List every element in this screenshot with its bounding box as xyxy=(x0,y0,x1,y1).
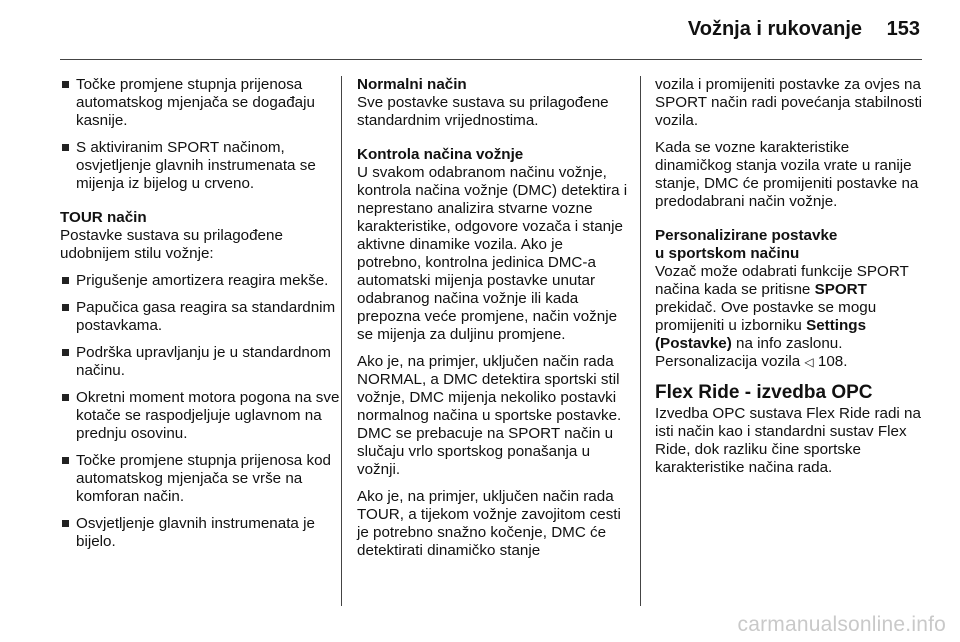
page-reference-icon: ◁ xyxy=(804,355,814,369)
section-heading-normal: Normalni način xyxy=(357,76,467,93)
watermark: carmanualsonline.info xyxy=(737,613,946,636)
section-heading-flex: Flex Ride - izvedba OPC xyxy=(655,382,873,403)
section-heading-tour: TOUR način xyxy=(60,209,147,226)
header-rule xyxy=(60,59,922,60)
column-left xyxy=(60,76,350,560)
control-paragraph-3: Ako je, na primjer, uključen način rada TOUR, a tijekom vožnje zavojitom cesti je potrebno snažno kočenje, DMC će detektirati dinamičko stanje xyxy=(357,488,621,559)
bullet-item: Papučica gasa reagira sa standardnim postavkama. xyxy=(60,299,350,335)
personal-text-c: na info zaslonu. xyxy=(731,335,843,352)
bullet-item: Okretni moment motora pogona na sve kotače se raspodjeljuje uglavnom na prednju osovinu. xyxy=(60,389,350,443)
section-heading-personal xyxy=(655,227,930,263)
column-middle xyxy=(357,76,631,569)
column-divider-2 xyxy=(640,76,641,606)
control-paragraph-2: Ako je, na primjer, uključen način rada NORMAL, a DMC detektira sportski stil vožnje, DMC mijenja nekoliko postavki normalnog načina u sportske postavke. DMC se prebacuje na SPORT način u slučaju vrlo sportskog ponašanja u vožnji. xyxy=(357,353,622,478)
control-paragraph-1: U svakom odabranom načinu vožnje, kontrola načina vožnje (DMC) detektira i neprestano analizira stvarne vozne karakteristike, odgovore vozača i stanje aktivne dinamike vozila. Ako je potrebno, kontrolna jedinica DMC-a automatski mijenja postavke unutar odabranog načina vožnje ili kada prepozna veće promjene, način vožnje se mijenja za duljinu promjene. xyxy=(357,164,628,343)
bullet-item: Točke promjene stupnja prijenosa kod automatskog mjenjača se vrše na komforan način. xyxy=(60,452,350,506)
personal-paragraph xyxy=(655,263,930,371)
settings-menu-label: Settings (Postavke) xyxy=(655,317,867,352)
normal-text: Sve postavke sustava su prilagođene standardnim vrijednostima. xyxy=(357,94,609,129)
dynamic-paragraph: Kada se vozne karakteristike dinamičkog stanja vozila vrate u ranije stanje, DMC će promijeniti postavke na predodabrani način vožnje. xyxy=(655,139,919,210)
personal-text-b: prekidač. Ove postavke se mogu promijeniti u izborniku xyxy=(655,299,877,334)
personal-ref-text: Personalizacija vozila xyxy=(655,353,805,370)
personal-ref-page: 108. xyxy=(813,353,848,370)
bullet-item: Prigušenje amortizera reagira mekše. xyxy=(60,272,350,290)
section-heading-control: Kontrola načina vožnje xyxy=(357,146,524,163)
tour-intro: Postavke sustava su prilagođene udobnijem stilu vožnje: xyxy=(60,227,283,262)
header-title: Vožnja i rukovanje xyxy=(687,18,862,40)
personal-text-a: Vozač može odabrati funkcije SPORT načina kada se pritisne xyxy=(655,263,909,298)
page-number: 153 xyxy=(886,18,920,40)
bullet-item: Točke promjene stupnja prijenosa automatskog mjenjača se događaju kasnije. xyxy=(60,76,350,130)
page-header xyxy=(0,0,960,62)
bullet-item: S aktiviranim SPORT načinom, osvjetljenje glavnih instrumenata se mijenja iz bijelog u crveno. xyxy=(60,139,350,193)
flex-text: Izvedba OPC sustava Flex Ride radi na isti način kao i standardni sustav Flex Ride, dok razliku čine sportske karakteristike načina rada. xyxy=(655,405,921,476)
personal-heading-line-1: Personalizirane postavke xyxy=(655,227,838,244)
column-right xyxy=(655,76,930,486)
sport-switch-label: SPORT xyxy=(814,281,867,298)
personal-heading-line-2: u sportskom načinu xyxy=(655,245,800,262)
bullet-item: Osvjetljenje glavnih instrumenata je bijelo. xyxy=(60,515,350,551)
continued-paragraph: vozila i promijeniti postavke za ovjes na SPORT način radi povećanja stabilnosti vozila. xyxy=(655,76,923,129)
bullet-item: Podrška upravljanju je u standardnom načinu. xyxy=(60,344,350,380)
